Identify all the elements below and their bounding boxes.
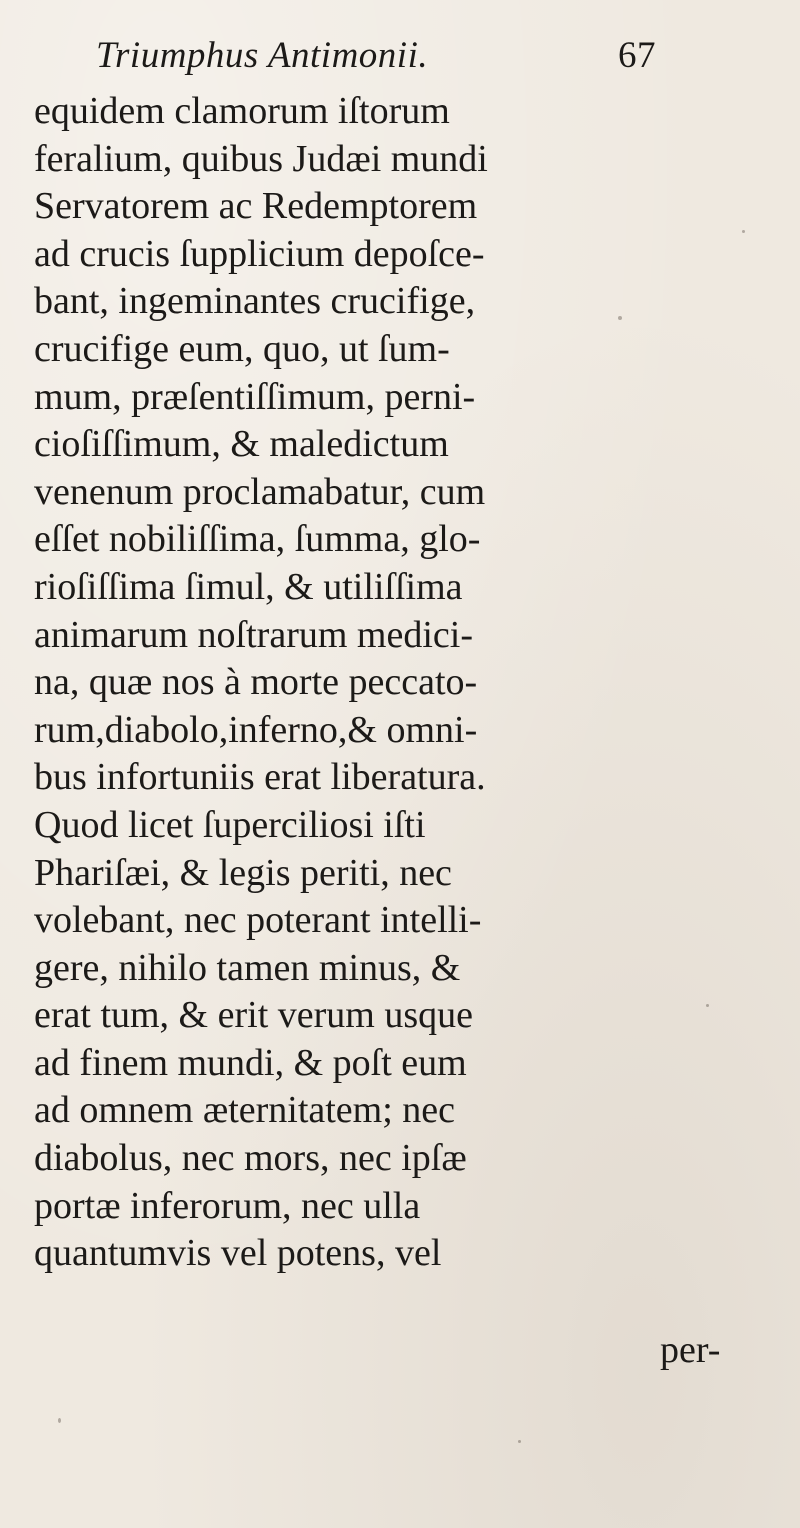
text-line: portæ inferorum, nec ulla [34, 1184, 421, 1227]
text-line: gere, nihilo tamen minus, & [34, 946, 461, 989]
text-line: Servatorem ac Redemptorem [34, 185, 478, 228]
paper-speck [706, 1004, 709, 1007]
text-line: ad crucis ſupplicium depoſce- [34, 232, 485, 275]
text-line: cioſiſſimum, & maledictum [34, 423, 449, 466]
text-line: bant, ingeminantes crucifige, [34, 280, 476, 323]
catchword: per- [660, 1329, 721, 1371]
text-line: rioſiſſima ſimul, & utiliſſima [34, 565, 463, 608]
page-header [96, 34, 656, 84]
text-line: feralium, quibus Judæi mundi [34, 137, 488, 180]
paper-speck [742, 230, 745, 233]
text-line: equidem clamorum iſtorum [34, 90, 450, 132]
paper-speck [58, 1418, 61, 1423]
body-text [34, 88, 774, 1278]
text-line: volebant, nec poterant intelli- [34, 899, 482, 942]
text-line: mum, præſentiſſimum, perni- [34, 375, 476, 418]
text-line: Quod licet ſuperciliosi iſti [34, 803, 426, 846]
text-line: rum,diabolo,inferno,& omni- [34, 708, 478, 751]
text-line: bus infortuniis erat liberatura. [34, 756, 486, 799]
text-line: na, quæ nos à morte peccato- [34, 661, 478, 704]
text-line: ad finem mundi, & poſt eum [34, 1041, 467, 1084]
text-line: ad omnem æternitatem; nec [34, 1089, 456, 1132]
text-line: venenum proclamabatur, cum [34, 470, 486, 513]
running-title: Triumphus Antimonii. [96, 35, 429, 76]
text-line: diabolus, nec mors, nec ipſæ [34, 1137, 467, 1180]
paper-speck [518, 1440, 521, 1443]
text-line: crucifige eum, quo, ut ſum- [34, 327, 450, 370]
text-line: animarum noſtrarum medici- [34, 613, 473, 656]
text-line: quantumvis vel potens, vel [34, 1232, 442, 1275]
text-line: eſſet nobiliſſima, ſumma, glo- [34, 518, 481, 561]
page-number: 67 [618, 35, 656, 76]
text-line: Phariſæi, & legis periti, nec [34, 851, 452, 894]
text-line: erat tum, & erit verum usque [34, 994, 473, 1037]
paper-speck [618, 316, 622, 320]
